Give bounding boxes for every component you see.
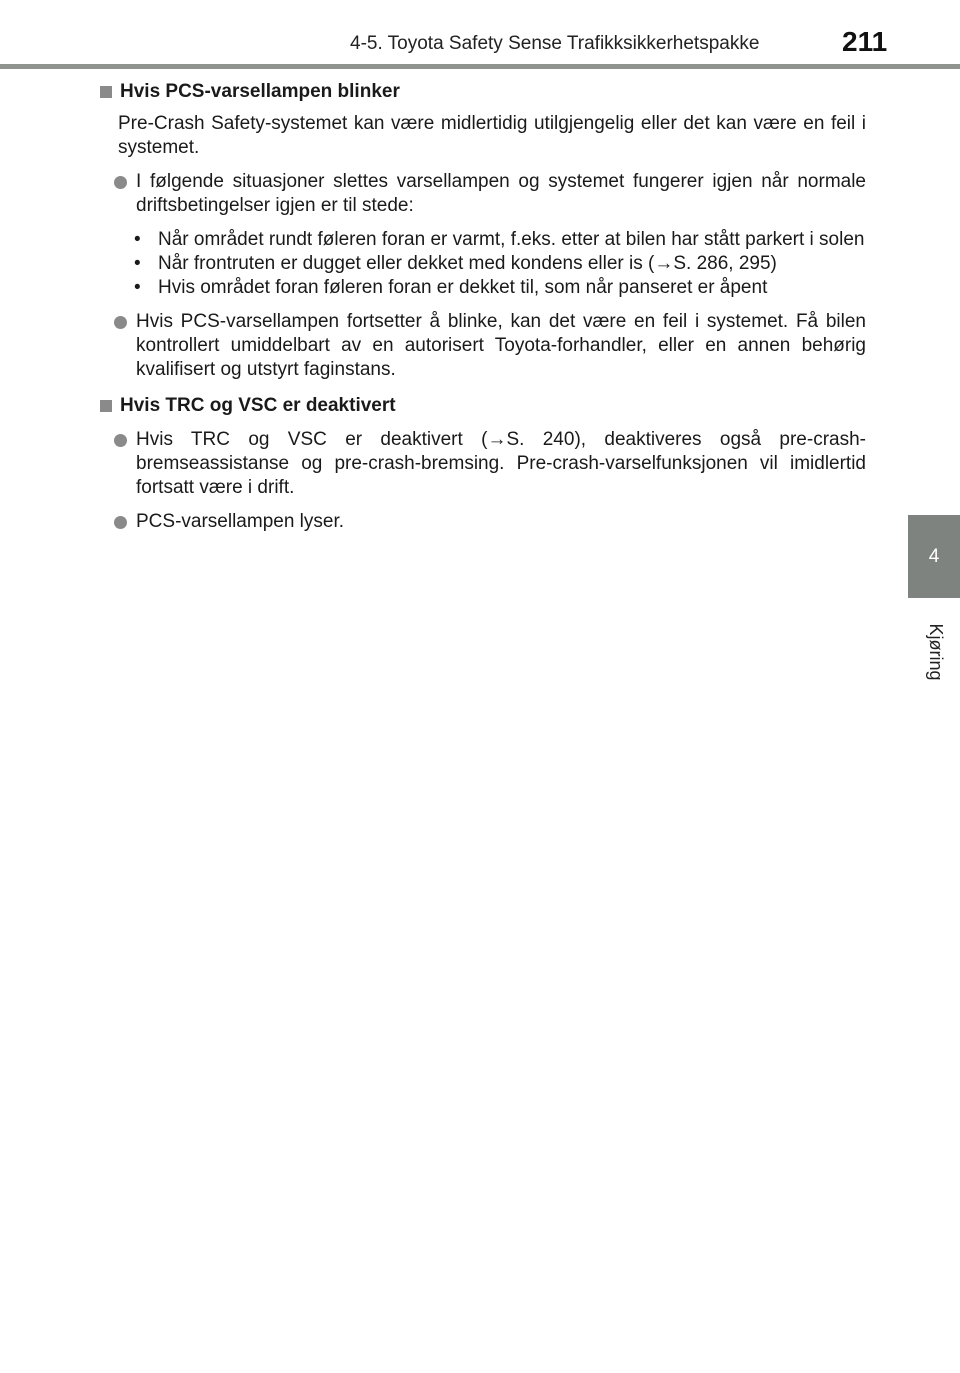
section-heading-trc-vsc [98, 394, 866, 418]
sub-bullet-mark: • [134, 277, 141, 298]
chapter-label: Kjøring [926, 623, 946, 681]
square-bullet-icon [100, 400, 112, 412]
page-header [0, 0, 960, 70]
circle-bullet-icon [114, 316, 127, 329]
page-number: 211 [842, 26, 888, 57]
section-heading-text: Hvis PCS-varsellampen blinker [120, 81, 400, 102]
section-intro: Pre-Crash Safety-systemet kan være midlertidig utilgjengelig eller det kan være en feil i systemet. [118, 113, 866, 158]
page-content [98, 80, 866, 534]
list-item [136, 428, 866, 500]
list-item-text: PCS-varsellampen lyser. [136, 511, 345, 532]
sub-list-item [134, 276, 866, 300]
circle-bullet-icon [114, 176, 127, 189]
circle-bullet-icon [114, 434, 127, 447]
circle-bullet-icon [114, 516, 127, 529]
header-divider [0, 64, 960, 69]
square-bullet-icon [100, 86, 112, 98]
section-heading-text: Hvis TRC og VSC er deaktivert [120, 395, 396, 416]
sub-list-item-text: Når området rundt føleren foran er varmt, f.eks. etter at bilen har stått parkert i solen [158, 229, 865, 250]
chapter-tab [908, 515, 960, 598]
list-item [136, 510, 866, 534]
list-item [136, 310, 866, 382]
section-title: 4-5. Toyota Safety Sense Trafikksikkerhetspakke [350, 33, 760, 54]
list-item-text: Hvis TRC og VSC er deaktivert (→S. 240), deaktiveres også pre-crash-bremseassistanse og pre-crash-bremsing. Pre-crash-varselfunksjonen vil imidlertid fortsatt være i drift. [136, 429, 866, 498]
chapter-number: 4 [928, 545, 940, 567]
sub-bullet-mark: • [134, 229, 141, 250]
list-item-text: I følgende situasjoner slettes varsellampen og systemet fungerer igjen når normale driftsbetingelser igjen er til stede: [136, 171, 866, 216]
list-item [136, 170, 866, 218]
sub-list-item-text: Når frontruten er dugget eller dekket med kondens eller is (→S. 286, 295) [158, 253, 777, 274]
section-heading-pcs [98, 80, 866, 104]
list-item-text: Hvis PCS-varsellampen fortsetter å blinke, kan det være en feil i systemet. Få bilen kontrollert umiddelbart av en autorisert Toyota-forhandler, eller en annen behørig kvalifisert og utstyrt faginstans. [136, 311, 866, 380]
sub-list-item-text: Hvis området foran føleren foran er dekket til, som når panseret er åpent [158, 277, 768, 298]
sub-bullet-mark: • [134, 253, 141, 274]
sub-list [98, 228, 866, 300]
sub-list-item [134, 228, 866, 252]
sub-list-item [134, 252, 866, 276]
